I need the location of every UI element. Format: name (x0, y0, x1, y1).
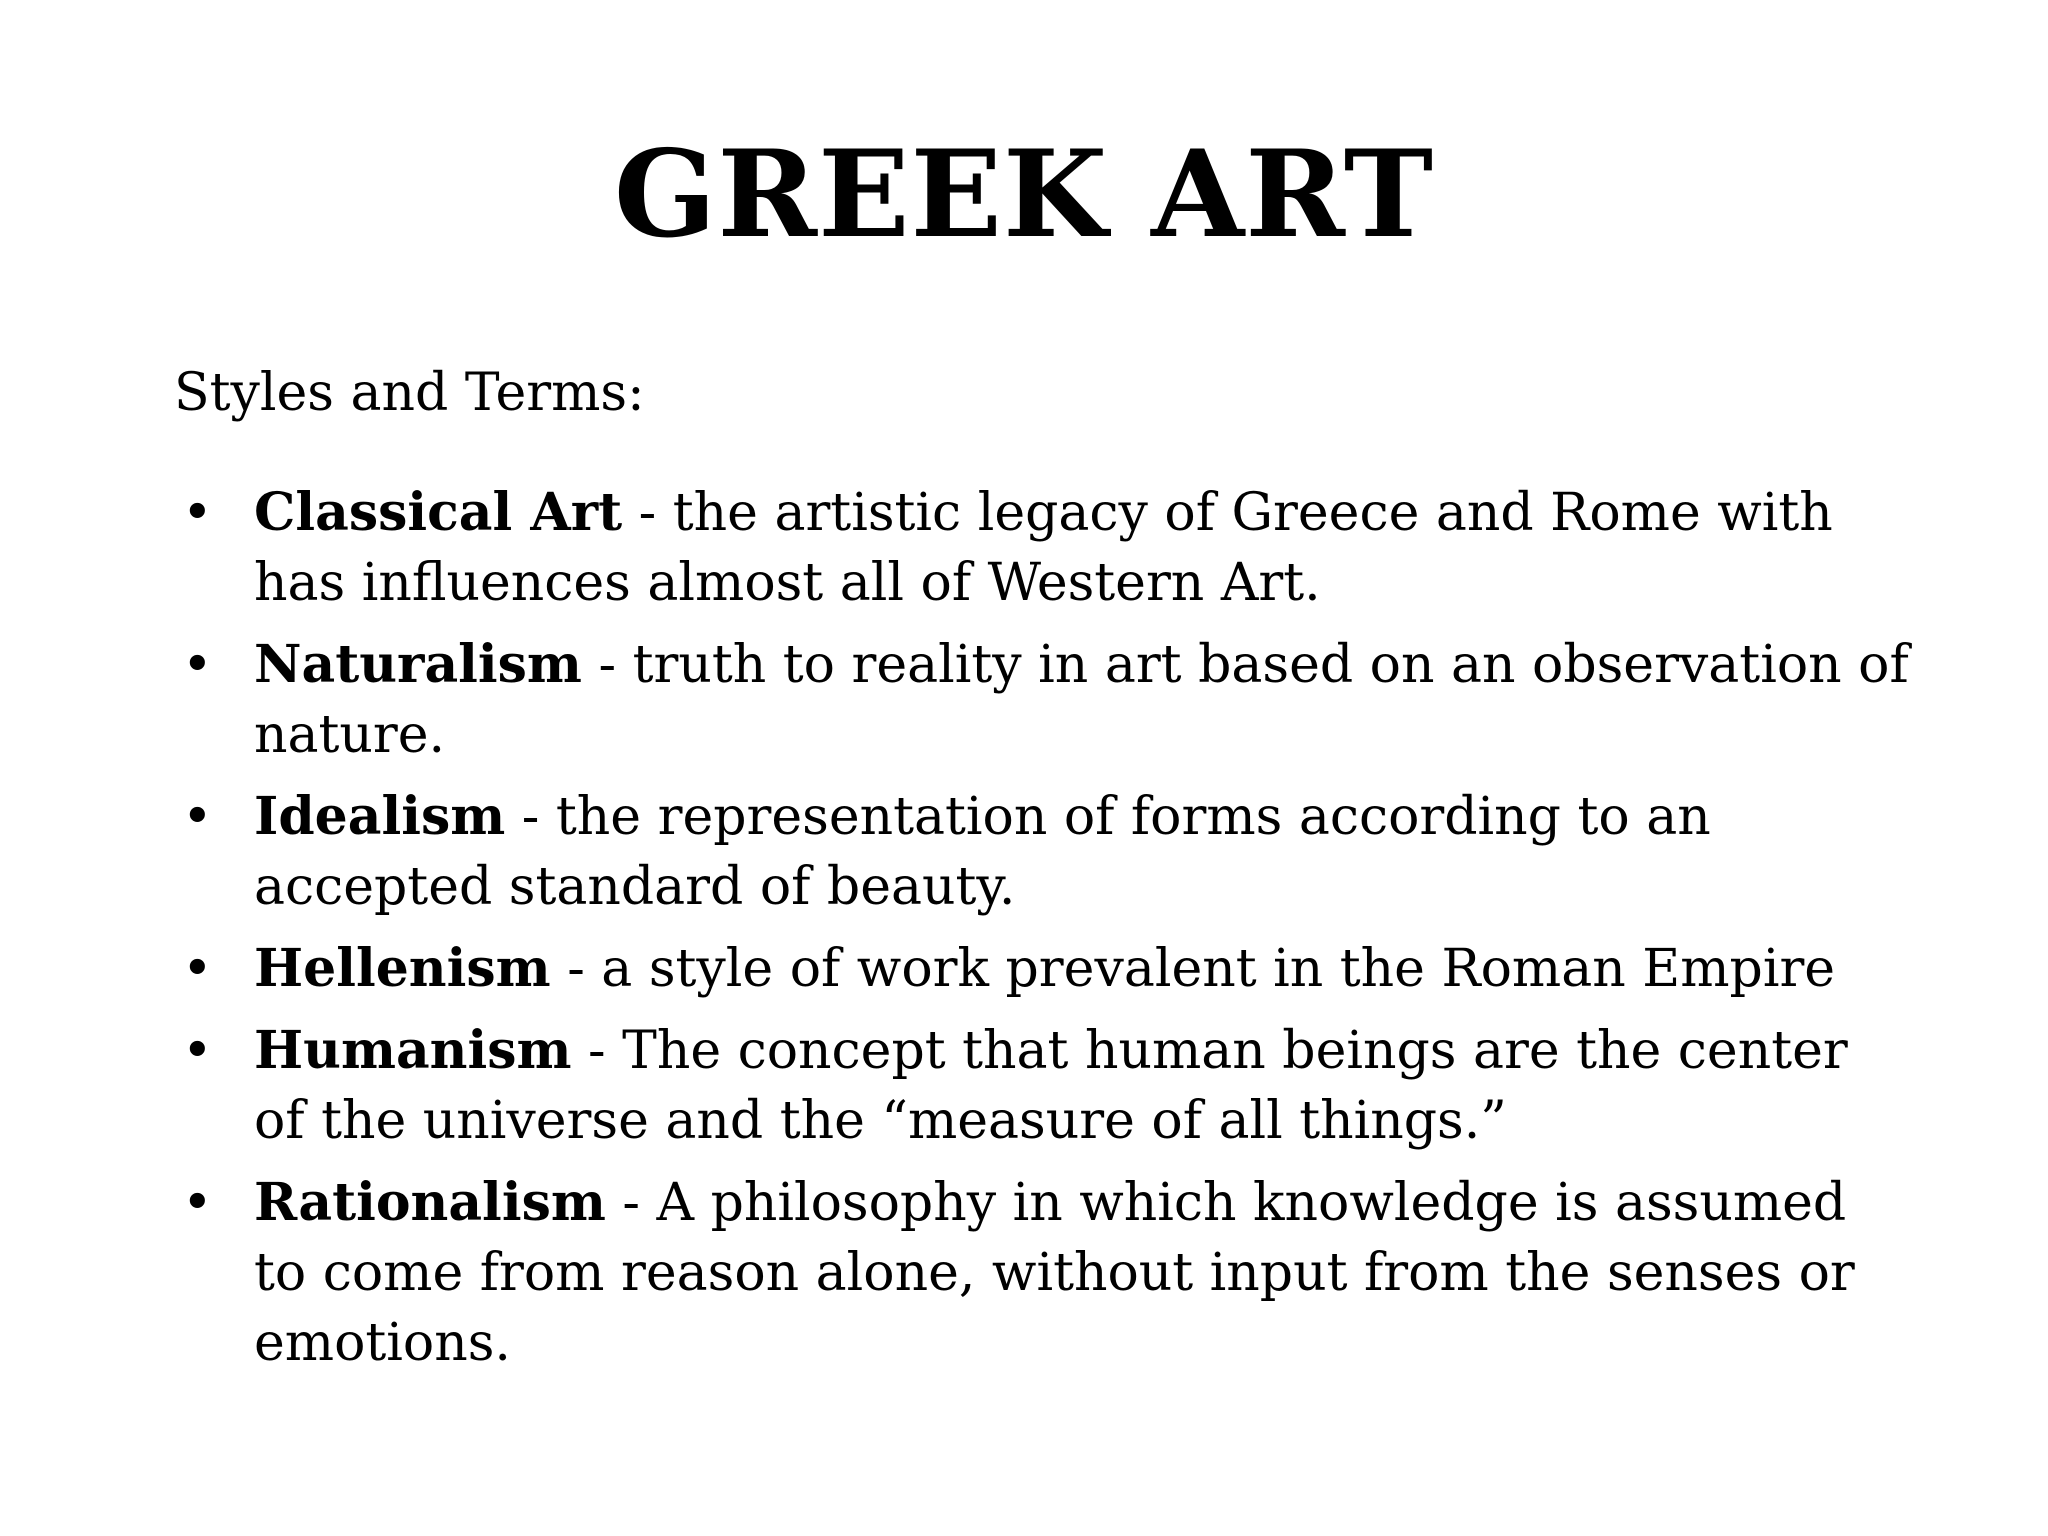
bullet-icon: • (182, 787, 213, 847)
term-name: Hellenism (254, 938, 551, 999)
intro-text: Styles and Terms: (174, 363, 645, 423)
bullet-icon: • (182, 939, 213, 999)
list-item (174, 782, 1914, 922)
term-definition: - truth to reality in art based on an observation of nature. (254, 635, 1909, 765)
term-name: Humanism (254, 1020, 572, 1081)
bullet-icon: • (182, 635, 213, 695)
bullet-icon: • (182, 1173, 213, 1233)
term-definition: - the representation of forms according to an accepted standard of beauty. (254, 787, 1711, 917)
term-definition: - A philosophy in which knowledge is assumed to come from reason alone, without input from the senses or emotions. (254, 1173, 1855, 1373)
list-item (174, 478, 1914, 618)
list-item (174, 1016, 1914, 1156)
term-name: Rationalism (254, 1172, 606, 1233)
terms-list (174, 478, 1914, 1390)
term-definition: - the artistic legacy of Greece and Rome with has influences almost all of Western Art. (254, 483, 1833, 613)
term-definition: - a style of work prevalent in the Roman Empire (550, 939, 1836, 999)
slide-title: GREEK ART (613, 124, 1435, 265)
term-name: Idealism (254, 786, 506, 847)
term-definition: - The concept that human beings are the center of the universe and the “measure of all things.” (254, 1021, 1848, 1151)
bullet-icon: • (182, 1021, 213, 1081)
bullet-icon: • (182, 483, 213, 543)
list-item (174, 630, 1914, 770)
term-name: Classical Art (254, 482, 623, 543)
term-name: Naturalism (254, 634, 582, 695)
list-item (174, 1168, 1914, 1378)
list-item (174, 934, 1914, 1004)
